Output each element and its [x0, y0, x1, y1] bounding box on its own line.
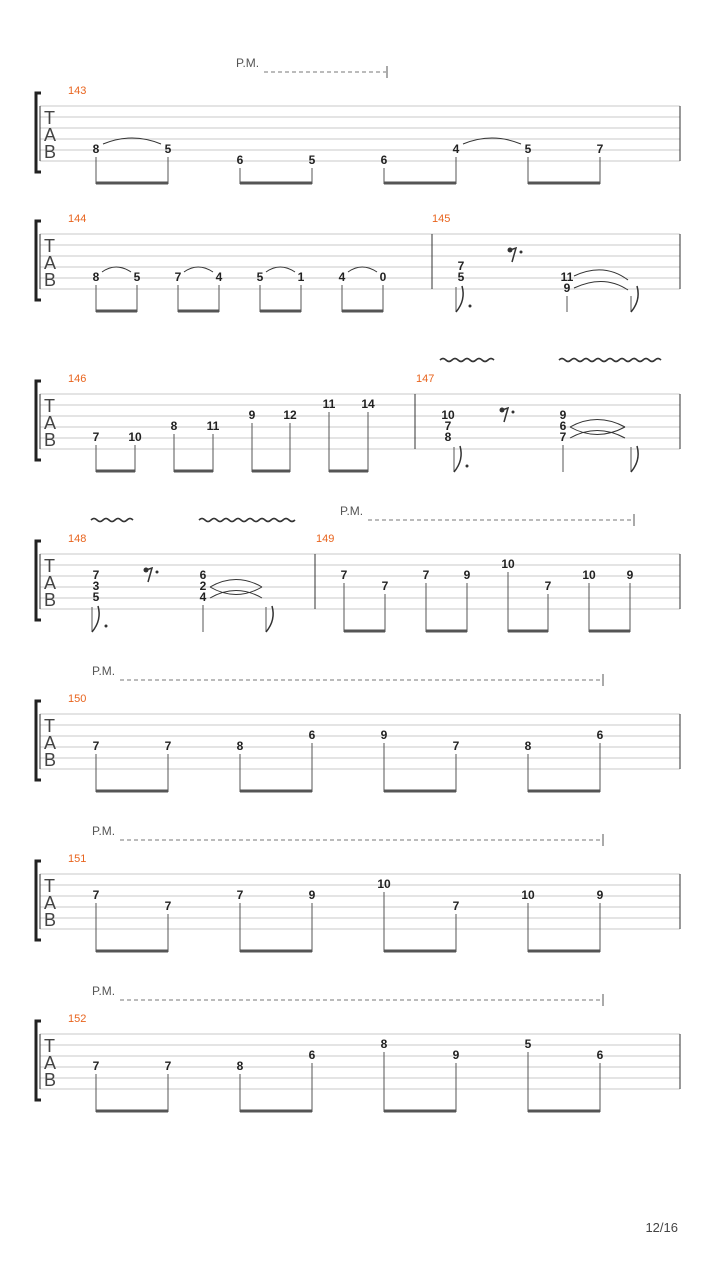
measure-number: 149 — [316, 533, 335, 545]
vibrato-mark — [91, 519, 133, 522]
fret-number: 8 — [236, 739, 244, 753]
tab-clef-t: T — [44, 108, 55, 128]
eighth-rest — [508, 248, 523, 263]
palm-mute-label: P.M. — [92, 824, 116, 838]
fret-number: 5 — [457, 270, 465, 284]
fret-number: 7 — [164, 739, 172, 753]
fret-number: 7 — [457, 259, 465, 273]
measure-number: 152 — [68, 1013, 87, 1025]
fret-number: 7 — [596, 142, 604, 156]
fret-number: 9 — [596, 888, 604, 902]
fret-number: 5 — [524, 1037, 532, 1051]
fret-number: 6 — [308, 1048, 316, 1062]
fret-number: 0 — [379, 270, 387, 284]
tie-arc — [570, 420, 625, 428]
tab-clef-b: B — [44, 910, 57, 930]
system-3 — [36, 359, 680, 473]
measure-number: 143 — [68, 85, 87, 97]
fret-number: 10 — [521, 888, 535, 902]
staff-lines — [40, 874, 680, 929]
palm-mute-label: P.M. — [236, 56, 260, 70]
fret-number: 4 — [215, 270, 223, 284]
measure-number: 145 — [432, 213, 451, 225]
tab-clef-b: B — [44, 590, 57, 610]
fret-number: 4 — [338, 270, 346, 284]
fret-number: 5 — [92, 590, 100, 604]
fret-number: 9 — [463, 568, 471, 582]
fret-number: 7 — [174, 270, 182, 284]
tab-clef-b: B — [44, 270, 57, 290]
tie-arc — [102, 267, 131, 272]
note-flag — [631, 446, 638, 472]
staff-lines — [40, 106, 680, 161]
palm-mute-label: P.M. — [340, 504, 364, 518]
measure-number: 151 — [68, 853, 87, 865]
measure-number: 146 — [68, 373, 87, 385]
system-6 — [36, 824, 680, 952]
fret-number: 9 — [626, 568, 634, 582]
fret-number: 7 — [544, 579, 552, 593]
palm-mute-label: P.M. — [92, 984, 116, 998]
system-7 — [36, 984, 680, 1112]
fret-number: 10 — [377, 877, 391, 891]
beamed-stems — [96, 1052, 600, 1112]
tab-clef-t: T — [44, 716, 55, 736]
fret-number: 7 — [236, 888, 244, 902]
tie-arc — [210, 580, 262, 588]
fret-number: 7 — [452, 899, 460, 913]
note-flag — [92, 606, 108, 632]
fret-number: 7 — [164, 899, 172, 913]
system-1 — [36, 56, 680, 184]
palm-mute-label: P.M. — [92, 664, 116, 678]
fret-number: 9 — [563, 281, 571, 295]
fret-number: 7 — [92, 568, 100, 582]
tab-clef-t: T — [44, 1036, 55, 1056]
tab-clef-t: T — [44, 876, 55, 896]
tab-clef-t: T — [44, 236, 55, 256]
system-5 — [36, 664, 680, 792]
tab-clef-b: B — [44, 430, 57, 450]
measure-number: 144 — [68, 213, 87, 225]
fret-number: 3 — [92, 579, 100, 593]
vibrato-mark — [559, 359, 661, 362]
tab-clef-b: B — [44, 750, 57, 770]
fret-number: 8 — [380, 1037, 388, 1051]
fret-number: 5 — [164, 142, 172, 156]
fret-number: 5 — [308, 153, 316, 167]
tab-clef-a: A — [44, 573, 57, 593]
fret-number: 10 — [441, 408, 455, 422]
fret-number: 10 — [128, 430, 142, 444]
fret-number: 7 — [340, 568, 348, 582]
tie-arc — [348, 267, 377, 272]
fret-number: 7 — [381, 579, 389, 593]
fret-number: 8 — [92, 270, 100, 284]
note-flag — [456, 286, 472, 312]
measure-number: 147 — [416, 373, 435, 385]
fret-number: 6 — [559, 419, 567, 433]
tab-clef-a: A — [44, 733, 57, 753]
note-flag — [631, 286, 638, 312]
fret-number: 6 — [308, 728, 316, 742]
vibrato-mark — [440, 359, 494, 362]
fret-number: 8 — [170, 419, 178, 433]
measure-number: 148 — [68, 533, 87, 545]
fret-number: 9 — [248, 408, 256, 422]
tab-clef-a: A — [44, 413, 57, 433]
measure-number: 150 — [68, 693, 87, 705]
fret-number: 4 — [199, 590, 207, 604]
fret-number: 10 — [501, 557, 515, 571]
fret-number: 9 — [452, 1048, 460, 1062]
tab-clef-a: A — [44, 1053, 57, 1073]
page-number: 12/16 — [645, 1220, 678, 1235]
fret-number: 5 — [256, 270, 264, 284]
fret-number: 6 — [380, 153, 388, 167]
fret-number: 7 — [92, 430, 100, 444]
tab-clef-a: A — [44, 253, 57, 273]
fret-number: 6 — [596, 728, 604, 742]
fret-number: 11 — [560, 270, 574, 284]
tie-arc — [184, 267, 213, 272]
eighth-rest — [144, 568, 159, 583]
fret-number: 5 — [133, 270, 141, 284]
tab-clef-t: T — [44, 396, 55, 416]
fret-number: 8 — [92, 142, 100, 156]
fret-number: 9 — [308, 888, 316, 902]
fret-number: 4 — [452, 142, 460, 156]
fret-number: 6 — [199, 568, 207, 582]
system-2 — [36, 213, 680, 312]
tab-clef-b: B — [44, 142, 57, 162]
tab-clef-a: A — [44, 125, 57, 145]
tie-arc — [266, 267, 295, 272]
tab-clef-b: B — [44, 1070, 57, 1090]
note-flag — [266, 606, 273, 632]
fret-number: 10 — [582, 568, 596, 582]
vibrato-mark — [199, 519, 295, 522]
fret-number: 11 — [206, 419, 220, 433]
fret-number: 12 — [283, 408, 297, 422]
fret-number: 6 — [236, 153, 244, 167]
fret-number: 7 — [559, 430, 567, 444]
staff-lines — [40, 1034, 680, 1089]
staff-lines — [40, 714, 680, 769]
tab-clef-a: A — [44, 893, 57, 913]
fret-number: 7 — [92, 1059, 100, 1073]
fret-number: 5 — [524, 142, 532, 156]
fret-number: 2 — [199, 579, 207, 593]
fret-number: 8 — [524, 739, 532, 753]
system-4 — [36, 504, 680, 632]
fret-number: 7 — [164, 1059, 172, 1073]
tab-clef-t: T — [44, 556, 55, 576]
fret-number: 7 — [444, 419, 452, 433]
fret-number: 8 — [236, 1059, 244, 1073]
fret-number: 1 — [297, 270, 305, 284]
fret-number: 8 — [444, 430, 452, 444]
fret-number: 14 — [361, 397, 375, 411]
fret-number: 7 — [92, 888, 100, 902]
note-flag — [454, 446, 469, 472]
fret-number: 9 — [380, 728, 388, 742]
fret-number: 7 — [422, 568, 430, 582]
fret-number: 7 — [92, 739, 100, 753]
fret-number: 9 — [559, 408, 567, 422]
eighth-rest — [500, 408, 515, 423]
fret-number: 6 — [596, 1048, 604, 1062]
fret-number: 11 — [322, 397, 336, 411]
fret-number: 7 — [452, 739, 460, 753]
